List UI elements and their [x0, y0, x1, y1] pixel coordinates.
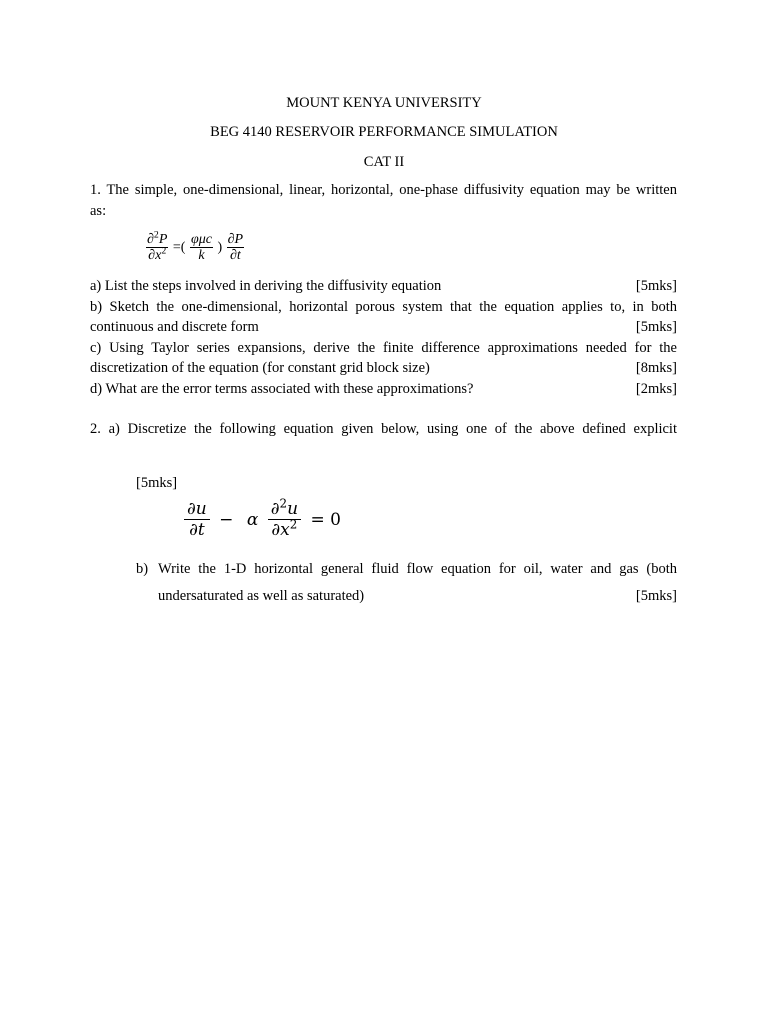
- diffusion-equation: [184, 496, 345, 541]
- question-1b-text: continuous and discrete form: [90, 319, 259, 335]
- exponent: 2: [289, 517, 298, 532]
- equals-paren: =(: [172, 239, 186, 255]
- exponent: 2: [161, 245, 167, 257]
- minus-sign: −: [219, 510, 234, 530]
- time-derivative-fraction: [184, 499, 210, 541]
- university-title: MOUNT KENYA UNIVERSITY: [286, 95, 482, 111]
- question-1b-marks: [5mks]: [635, 319, 677, 335]
- exam-title: CAT II: [363, 154, 405, 170]
- question-1d-text: d) What are the error terms associated with these approximations?: [90, 380, 474, 397]
- exponent: 2: [279, 496, 288, 511]
- diffusivity-equation: [146, 229, 244, 263]
- rhs-denominator: ∂t: [229, 248, 241, 263]
- coefficient-numerator: φμc: [190, 232, 212, 247]
- u-variable: u: [287, 499, 299, 519]
- du-numerator: ∂u: [184, 499, 210, 520]
- question-2a: [90, 419, 677, 440]
- question-2a-text: 2. a) Discretize the following equation given below, using one of the above defined explicit: [90, 421, 677, 437]
- question-1d-marks: [2mks]: [635, 380, 677, 397]
- equation-rhs-fraction: [227, 232, 244, 263]
- question-1-intro: [90, 180, 677, 221]
- close-paren: ): [217, 239, 223, 255]
- question-2b-marks: [5mks]: [635, 588, 677, 604]
- question-2b: [136, 556, 677, 610]
- partial-symbol: ∂: [147, 232, 154, 247]
- question-1a: [90, 276, 677, 297]
- question-1c-line-1: c) Using Taylor series expansions, derive the finite difference approximations needed for the: [90, 339, 677, 356]
- question-1-intro-line-1: 1. The simple, one-dimensional, linear, horizontal, one-phase diffusivity equation may be written: [90, 182, 677, 198]
- partial-x: ∂x: [148, 248, 162, 263]
- equals-zero: = 0: [310, 510, 341, 530]
- course-title: BEG 4140 RESERVOIR PERFORMANCE SIMULATION: [210, 124, 558, 140]
- question-1c-text: discretization of the equation (for constant grid block size): [90, 360, 430, 376]
- question-1c-marks: [8mks]: [635, 360, 677, 376]
- alpha-symbol: α: [246, 510, 259, 530]
- question-1b-line-2: [90, 317, 677, 338]
- pressure-variable: P: [158, 232, 168, 247]
- question-1-parts: [90, 276, 677, 399]
- question-2b-line-1: Write the 1-D horizontal general fluid flow equation for oil, water and gas (both: [158, 561, 677, 577]
- question-2b-line-2: [158, 583, 677, 610]
- space-derivative-fraction: [268, 496, 301, 541]
- equation-lhs-fraction: [146, 229, 168, 263]
- dt-denominator: ∂t: [189, 520, 205, 540]
- question-2b-text: undersaturated as well as saturated): [158, 588, 365, 604]
- question-1a-text: a) List the steps involved in deriving the diffusivity equation: [90, 278, 442, 294]
- partial-x: ∂x: [271, 520, 290, 540]
- question-1d: [90, 379, 677, 400]
- question-1-intro-line-2: as:: [90, 202, 107, 219]
- exponent: 2: [153, 229, 159, 241]
- partial-symbol: ∂: [270, 499, 280, 519]
- question-1a-marks: [5mks]: [635, 278, 677, 294]
- question-1b-line-1: b) Sketch the one-dimensional, horizontal porous system that the equation applies to, in both: [90, 298, 677, 315]
- question-2b-label: b): [136, 561, 149, 577]
- question-1c-line-2: [90, 358, 677, 379]
- coefficient-denominator: k: [198, 248, 205, 263]
- rhs-numerator: ∂P: [227, 232, 244, 247]
- equation-coefficient-fraction: [190, 232, 213, 263]
- question-2a-marks: [5mks]: [136, 475, 178, 491]
